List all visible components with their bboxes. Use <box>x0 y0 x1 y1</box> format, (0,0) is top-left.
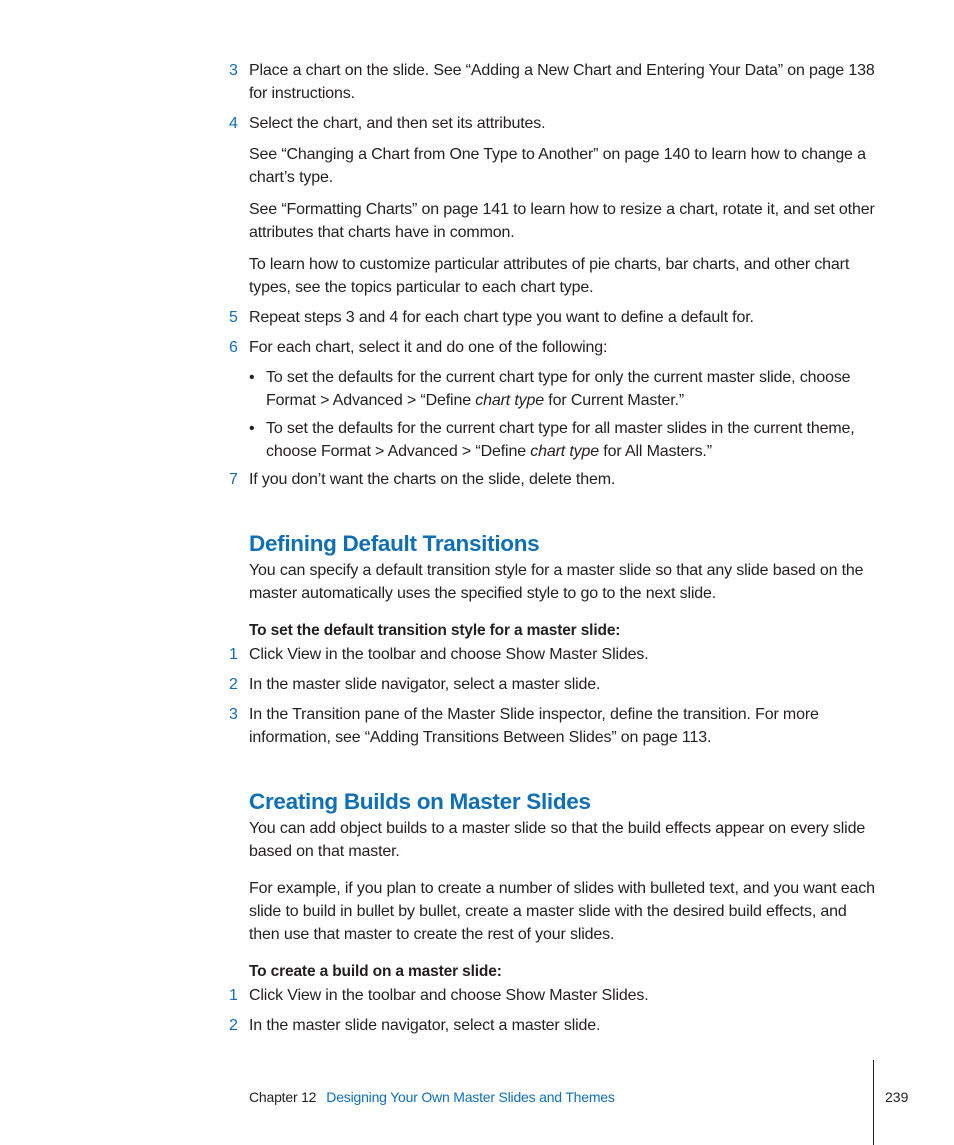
step-number: 2 <box>229 1017 238 1034</box>
step-text: Repeat steps 3 and 4 for each chart type you want to define a default for. <box>249 309 754 326</box>
paragraph-transitions-intro: You can specify a default transition style for a master slide so that any slide based on the master automatically uses the specified style to go to the next slide. <box>249 562 864 602</box>
section-heading-builds: Creating Builds on Master Slides <box>249 789 591 814</box>
paragraph-customize-attributes: To learn how to customize particular attributes of pie charts, bar charts, and other chart types, see the topics particular to each chart type. <box>249 256 850 296</box>
step-text: For each chart, select it and do one of the following: <box>249 339 608 356</box>
bullet-text-italic: chart type <box>475 392 545 409</box>
bullet-text-part: for All Masters.” <box>599 443 712 460</box>
page-number: 239 <box>885 1089 909 1105</box>
section-heading-default-transitions: Defining Default Transitions <box>249 531 540 556</box>
step-number: 7 <box>229 471 238 488</box>
bullet-text <box>266 366 879 412</box>
step-number: 1 <box>229 987 238 1004</box>
step-number: 1 <box>229 646 238 663</box>
bullet-dot: • <box>249 420 255 437</box>
step-text: In the Transition pane of the Master Slide inspector, define the transition. For more information, see “Adding Transitions Between Slides” on page 113. <box>249 706 819 746</box>
paragraph-builds-intro: You can add object builds to a master slide so that the build effects appear on every slide based on that master. <box>249 820 866 860</box>
chapter-label: Chapter 12 <box>249 1089 317 1105</box>
bullet-text-part: To set the defaults for the current chart type for all master slides in the current theme, choose Format > Advanced > “Define <box>266 420 855 460</box>
step-number: 2 <box>229 676 238 693</box>
step-text: In the master slide navigator, select a master slide. <box>249 676 601 693</box>
bullet-text-italic: chart type <box>530 443 600 460</box>
step-text: In the master slide navigator, select a master slide. <box>249 1017 601 1034</box>
chapter-title: Designing Your Own Master Slides and Themes <box>326 1089 615 1105</box>
paragraph-formatting-charts: See “Formatting Charts” on page 141 to learn how to resize a chart, rotate it, and set other attributes that charts have in common. <box>249 201 875 241</box>
step-number: 4 <box>229 115 238 132</box>
footer-chapter <box>249 1088 615 1106</box>
step-number: 5 <box>229 309 238 326</box>
paragraph-builds-example: For example, if you plan to create a number of slides with bulleted text, and you want each slide to build in bullet by bullet, create a master slide with the desired build effects, and then use that master to create the rest of your slides. <box>249 880 875 943</box>
procedure-lead-transitions: To set the default transition style for a master slide: <box>249 622 621 639</box>
step-text: If you don’t want the charts on the slide, delete them. <box>249 471 616 488</box>
bullet-text <box>266 417 879 463</box>
procedure-lead-builds: To create a build on a master slide: <box>249 963 502 980</box>
footer-divider <box>873 1060 874 1145</box>
step-number: 3 <box>229 706 238 723</box>
step-number: 3 <box>229 62 238 79</box>
step-text: Click View in the toolbar and choose Show Master Slides. <box>249 646 649 663</box>
step-text: Click View in the toolbar and choose Show Master Slides. <box>249 987 649 1004</box>
bullet-text-part: for Current Master.” <box>544 392 685 409</box>
bullet-text-part: To set the defaults for the current chart type for only the current master slide, choose Format > Advanced > “Define <box>266 369 851 409</box>
step-number: 6 <box>229 339 238 356</box>
bullet-dot: • <box>249 369 255 386</box>
step-text: Place a chart on the slide. See “Adding a New Chart and Entering Your Data” on page 138 for instructions. <box>249 62 875 102</box>
step-text: Select the chart, and then set its attributes. <box>249 115 546 132</box>
paragraph-change-chart-type: See “Changing a Chart from One Type to Another” on page 140 to learn how to change a chart’s type. <box>249 146 866 186</box>
